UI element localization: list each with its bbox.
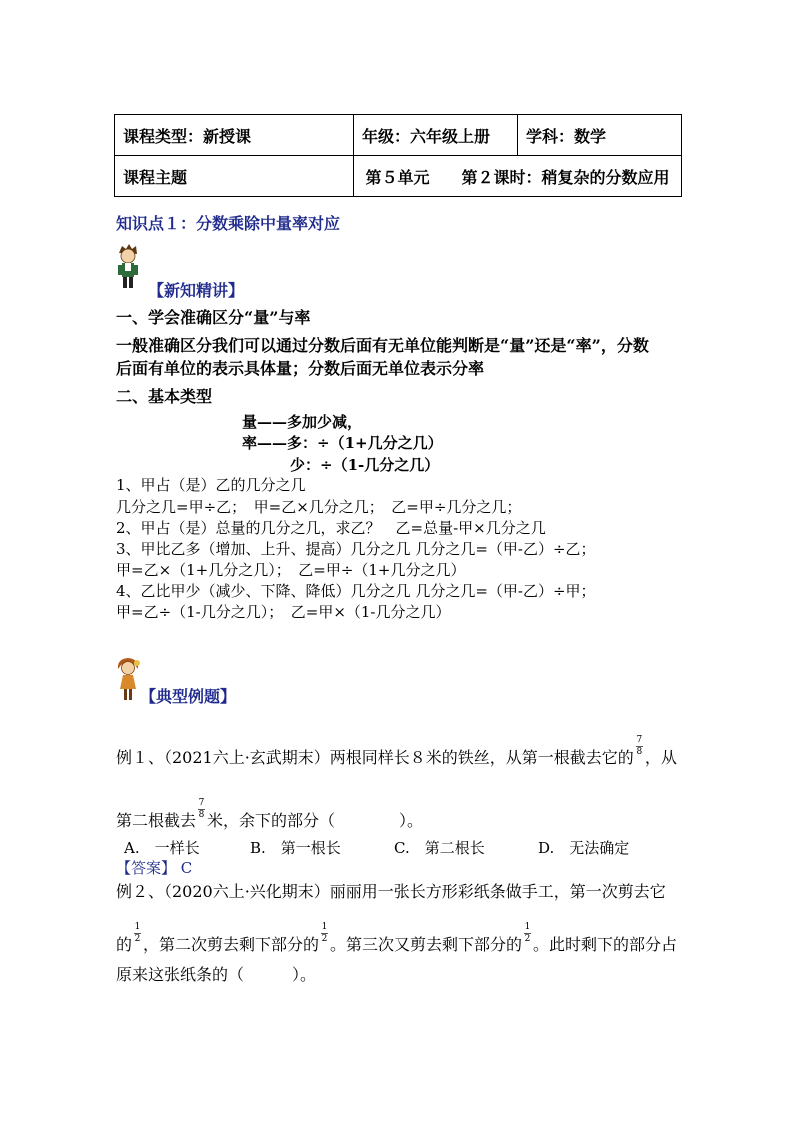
typical-examples-title: 【典型例题】	[140, 687, 237, 706]
option-d: D. 无法确定	[538, 839, 630, 857]
example-1-text: 第二根截去	[116, 811, 197, 830]
course-type-cell: 课程类型：新授课	[115, 115, 354, 156]
topic-value-cell: 第５单元 第２课时：稍复杂的分数应用	[354, 156, 682, 197]
type-line: 甲=乙÷（1-几分之几）； 乙=甲×（1-几分之几）	[116, 603, 451, 621]
paragraph-line-1: 一般准确区分我们可以通过分数后面有无单位能判断是“量”还是“率”，分数	[116, 336, 649, 355]
fraction-seven-eighths: $\frac{7}{8}$	[198, 798, 205, 820]
example-1-text: 例１、（2021六上·玄武期末）两根同样长８米的铁丝，从第一根截去它的	[116, 748, 634, 767]
subject-cell: 学科：数学	[518, 115, 682, 156]
girl-character-icon	[113, 655, 143, 703]
example-1-text-end: ，从	[644, 748, 677, 767]
rule-rate-more: 率——多：÷（1+几分之几）	[242, 434, 443, 452]
type-line: 甲=乙×（1+几分之几）； 乙=甲÷（1+几分之几）	[116, 561, 466, 579]
example-2-line-1: 例２、（2020六上·兴化期末）丽丽用一张长方形彩纸条做手工，第一次剪去它	[116, 882, 666, 901]
option-a: A. 一样长	[124, 839, 200, 857]
rule-quantity: 量——多加少减，	[242, 413, 363, 431]
example-2-line-3: 原来这张纸条的（ ）。	[116, 965, 317, 984]
type-line: 几分之几=甲÷乙； 甲=乙×几分之几； 乙=甲÷几分之几；	[116, 498, 522, 516]
example-2-line-2: 的 $\frac{1}{2}$ ，第二次剪去剩下部分的 $\frac{1}{2}$ 。第三次又剪去剩下部分的 $\frac{1}{2}$ 。此时剩下的部分占	[116, 922, 678, 954]
option-b: B. 第一根长	[250, 839, 341, 857]
paragraph-line-2: 后面有单位的表示具体量；分数后面无单位表示分率	[116, 359, 485, 378]
heading-distinguish: 一、学会准确区分“量”与率	[116, 308, 311, 327]
rule-rate-less: 少：÷（1-几分之几）	[290, 456, 440, 474]
answer-label: 【答案】 C	[116, 859, 193, 877]
type-line: 3、甲比乙多（增加、上升、提高）几分之几 几分之几=（甲-乙）÷乙；	[116, 540, 596, 558]
option-c: C. 第二根长	[394, 839, 485, 857]
heading-basic-types: 二、基本类型	[116, 387, 213, 406]
example-1-line-2	[116, 798, 424, 832]
example-1-line-1	[116, 735, 677, 769]
topic-label-cell: 课程主题	[115, 156, 354, 197]
example-1-text: 米，余下的部分（ ）。	[207, 811, 424, 830]
course-header-table	[114, 114, 682, 197]
type-line: 1、甲占（是）乙的几分之几	[116, 476, 306, 494]
fraction-one-half: $\frac{1}{2}$	[321, 922, 328, 944]
fraction-one-half: $\frac{1}{2}$	[524, 922, 531, 944]
grade-cell: 年级：六年级上册	[354, 115, 518, 156]
new-knowledge-title: 【新知精讲】	[148, 281, 245, 300]
type-line: 2、甲占（是）总量的几分之几，求乙？ 乙=总量-甲×几分之几	[116, 519, 546, 537]
knowledge-point-heading: 知识点１：分数乘除中量率对应	[116, 214, 341, 233]
fraction-one-half: $\frac{1}{2}$	[134, 922, 141, 944]
boy-character-icon	[113, 243, 143, 291]
fraction-seven-eighths: $\frac{7}{8}$	[636, 735, 643, 757]
type-line: 4、乙比甲少（减少、下降、降低）几分之几 几分之几=（甲-乙）÷甲；	[116, 582, 596, 600]
